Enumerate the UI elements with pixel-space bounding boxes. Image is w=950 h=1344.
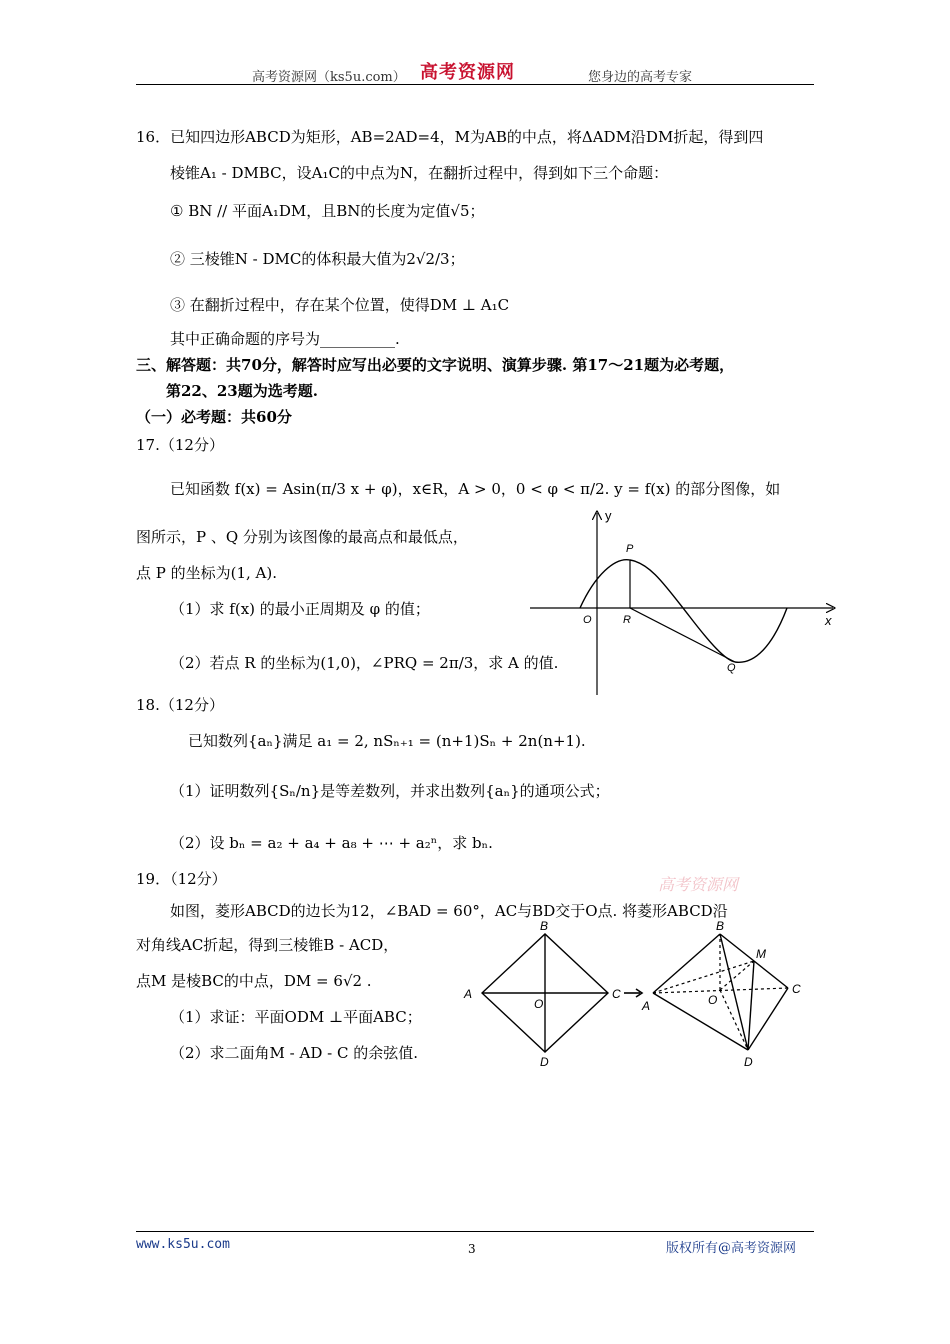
label-R: R bbox=[623, 614, 631, 626]
fig1-B: B bbox=[540, 919, 549, 933]
q17-part1: （1）求 f(x) 的最小正周期及 φ 的值； bbox=[170, 600, 430, 618]
fig1-D: D bbox=[540, 1055, 549, 1068]
q19-line2: 对角线AC折起，得到三棱锥B - ACD， bbox=[136, 936, 399, 954]
footer-rule bbox=[136, 1231, 814, 1232]
fig2-A: A bbox=[642, 999, 651, 1013]
segment-RQ bbox=[630, 608, 735, 662]
q16-line1: 16．已知四边形ABCD为矩形，AB=2AD=4，M为AB的中点，将ΔADM沿DM折起，得到四 bbox=[136, 128, 764, 146]
label-P: P bbox=[626, 543, 634, 555]
q16-ask: 其中正确命题的序号为__________. bbox=[170, 330, 400, 348]
fig1-O: O bbox=[534, 997, 544, 1011]
fig1-C: C bbox=[612, 987, 621, 1001]
fig2-B: B bbox=[716, 919, 725, 933]
fig2-C: C bbox=[792, 982, 801, 996]
q18-part2: （2）设 bₙ = a₂ + a₄ + a₈ + ⋯ + a₂ⁿ，求 bₙ. bbox=[170, 834, 493, 852]
section3-line2: 第22、23题为选考题. bbox=[166, 382, 318, 400]
label-O: O bbox=[583, 614, 592, 626]
header-rule bbox=[136, 84, 814, 85]
q17-line1: 已知函数 f(x) = Asin(π/3 x + φ)，x∈R，A > 0，0 < φ < π/2. y = f(x) 的部分图像，如 bbox=[170, 480, 781, 498]
label-Q: Q bbox=[727, 662, 736, 674]
q18-part1: （1）证明数列{Sₙ/n}是等差数列，并求出数列{aₙ}的通项公式； bbox=[170, 782, 610, 800]
q16-prop3: ③ 在翻折过程中，存在某个位置，使得DM ⊥ A₁C bbox=[170, 296, 510, 314]
q17-head: 17.（12分） bbox=[136, 436, 224, 454]
label-y: y bbox=[605, 508, 612, 523]
q17-line3: 点 P 的坐标为(1, A). bbox=[136, 564, 278, 582]
q19-head: 19．（12分） bbox=[136, 870, 227, 888]
q18-head: 18.（12分） bbox=[136, 696, 224, 714]
label-x: x bbox=[825, 613, 832, 628]
page-number: 3 bbox=[468, 1242, 476, 1256]
q19-line1: 如图，菱形ABCD的边长为12，∠BAD = 60°，AC与BD交于O点. 将菱形ABCD沿 bbox=[170, 902, 728, 920]
q17-line2: 图所示，P 、Q 分别为该图像的最高点和最低点， bbox=[136, 528, 468, 546]
fig2-O: O bbox=[708, 993, 718, 1007]
q19-line3: 点M 是棱BC的中点，DM = 6√2 . bbox=[136, 972, 372, 990]
fig1-A: A bbox=[464, 987, 473, 1001]
sine-curve bbox=[580, 560, 787, 663]
q17-part2: （2）若点 R 的坐标为(1,0)，∠PRQ = 2π/3，求 A 的值. bbox=[170, 654, 559, 672]
header-right: 您身边的高考专家 bbox=[588, 70, 693, 85]
section3-sub: （一）必考题：共60分 bbox=[136, 408, 292, 426]
q17-sine-graph bbox=[525, 505, 845, 700]
footer-left: www.ks5u.com bbox=[136, 1237, 230, 1252]
q19-part2: （2）求二面角M - AD - C 的余弦值. bbox=[170, 1044, 418, 1062]
fig2-M: M bbox=[756, 947, 766, 961]
header-left: 高考资源网（ks5u.com） bbox=[252, 70, 406, 85]
header-logo: 高考资源网 bbox=[420, 62, 515, 83]
q18-line1: 已知数列{aₙ}满足 a₁ = 2, nSₙ₊₁ = (n+1)Sₙ + 2n(n+1). bbox=[188, 732, 586, 750]
q19-rhombus-figure bbox=[456, 918, 816, 1068]
section3-line1: 三、解答题：共70分，解答时应写出必要的文字说明、演算步骤. 第17～21题为必考题， bbox=[136, 356, 735, 374]
q16-prop1: ① BN // 平面A₁DM，且BN的长度为定值√5； bbox=[170, 202, 485, 220]
q19-part1: （1）求证：平面ODM ⊥平面ABC； bbox=[170, 1008, 422, 1026]
q19-watermark: 高考资源网 bbox=[658, 875, 739, 894]
fig2-D: D bbox=[744, 1055, 753, 1068]
q16-prop2: ② 三棱锥N - DMC的体积最大值为2√2/3； bbox=[170, 250, 465, 268]
q16-line2: 棱锥A₁ - DMBC，设A₁C的中点为N，在翻折过程中，得到如下三个命题： bbox=[170, 164, 669, 182]
footer-right: 版权所有@高考资源网 bbox=[666, 1241, 797, 1256]
